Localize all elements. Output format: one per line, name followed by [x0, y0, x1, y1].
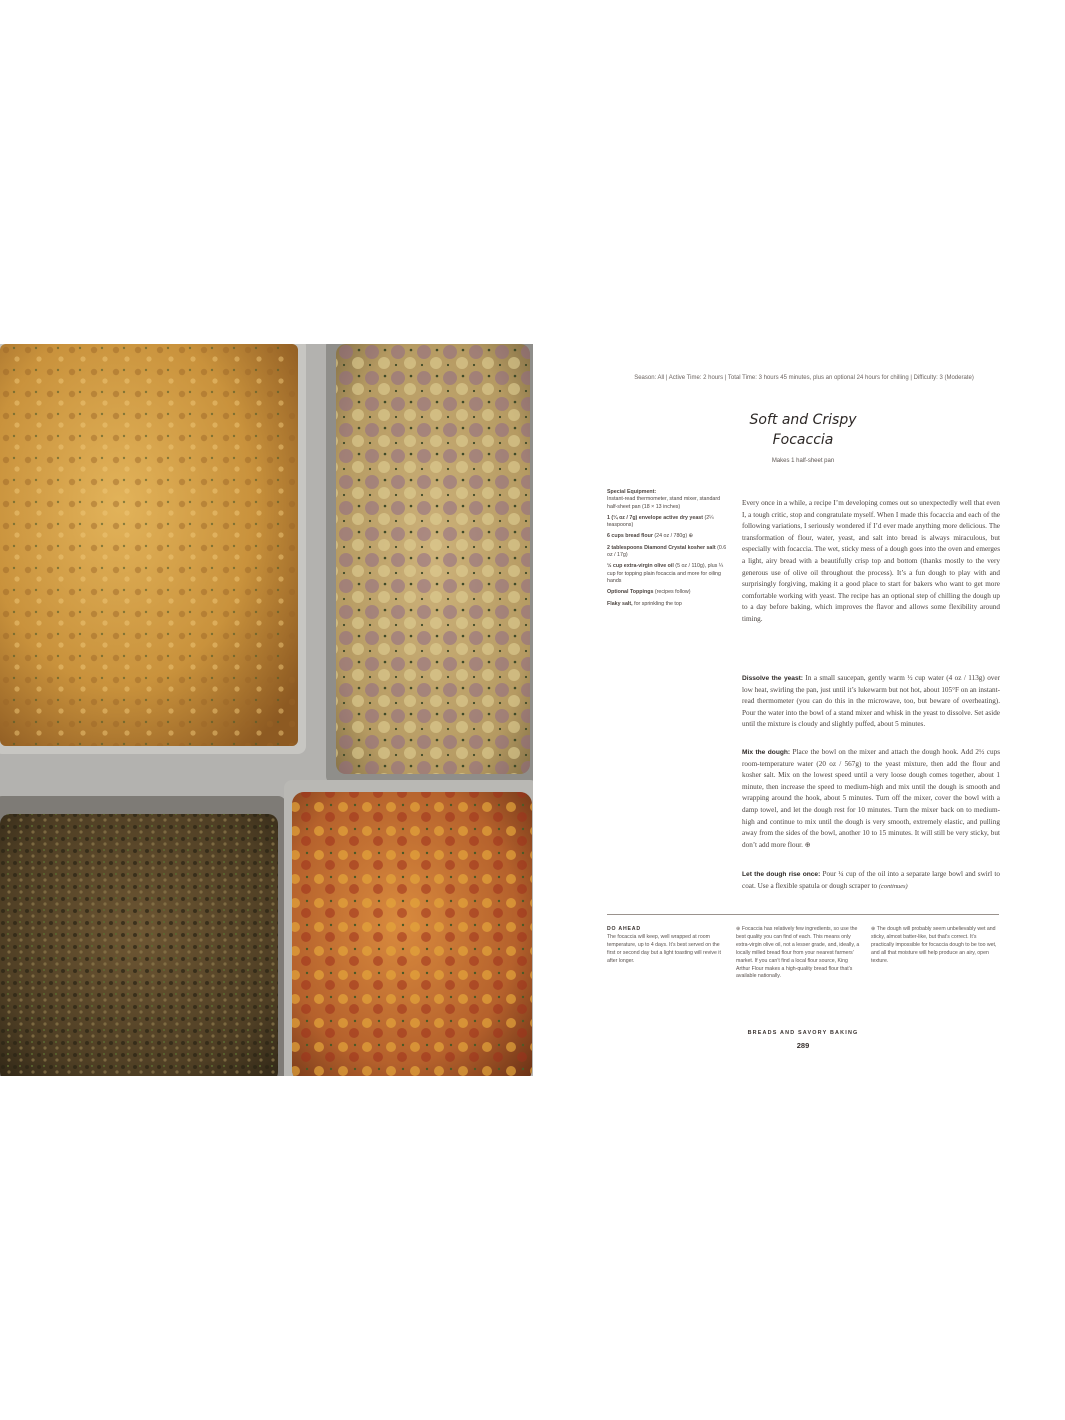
- ingredient-item: [607, 515, 729, 530]
- step-dissolve-yeast: [742, 673, 1000, 731]
- recipe-title: [673, 410, 933, 450]
- footnote-symbol: ⊕: [871, 926, 876, 932]
- step-text: Pour ¼ cup of the oil into a separate large bowl and swirl to coat. Use a flexible spatula or dough scraper to: [742, 870, 1000, 890]
- step-label: Let the dough rise once:: [742, 871, 821, 878]
- do-ahead-note: [607, 926, 725, 966]
- footnote-dough: [871, 926, 997, 966]
- ingredient-detail: (2¼ teaspoons): [607, 514, 714, 529]
- recipe-yield: Makes 1 half-sheet pan: [771, 458, 835, 464]
- focaccia-trays-illustration: [0, 344, 533, 1076]
- step-label: Mix the dough:: [742, 749, 791, 756]
- equipment-heading: Special Equipment:: [607, 489, 657, 495]
- ingredient-item: [607, 601, 729, 608]
- footnote-flour: [736, 926, 860, 981]
- step-text: Place the bowl on the mixer and attach the dough hook. Add 2½ cups room-temperature water (20 oz / 567g) to the yeast mixture, then add the flour and kosher salt. Mix on the lowest speed until a very loose dough comes together, about 1 minute, then increase the speed to medium-high and mix until the dough is smooth and wrapping around the hook, about 5 minutes. Turn off the mixer, cover the bowl with a damp towel, and let the dough rest for 10 minutes. Turn the mixer back on to medium-high and continue to mix until the dough is very smooth, extremely elastic, and pulling away from the sides of the bowl, another 10 to 15 minutes. It will still be very sticky, but don’t add more flour. ⊕: [742, 748, 1000, 849]
- ingredient-name: 6 cups bread flour: [607, 533, 653, 540]
- notes-divider: [607, 914, 999, 915]
- do-ahead-text: The focaccia will keep, well wrapped at room temperature, up to 4 days. It’s best served on the first or second day but a light toasting will revive it after longer.: [607, 933, 721, 964]
- step-text: In a small saucepan, gently warm ½ cup water (4 oz / 113g) over low heat, swirling the pan, just until it’s lukewarm but not hot, about 105°F on an instant-read thermometer (you can do this in the microwave, too, but beware of overheating). Pour the water into the bowl of a stand mixer and whisk in the yeast to dissolve. Set aside until the mixture is cloudy and slightly puffed, about 5 minutes.: [742, 674, 1000, 729]
- section-label: BREADS AND SAVORY BAKING: [747, 1030, 859, 1036]
- do-ahead-heading: DO AHEAD: [607, 926, 641, 932]
- footnote-text: Focaccia has relatively few ingredients, so use the best quality you can find of each. This means only extra-virgin olive oil, not a lesser grade, and, ideally, a locally milled bread flour from your nearest farmers’ market. If you can’t find a local flour source, King Arthur Flour makes a high-quality bread flour that’s available nationally.: [736, 926, 860, 980]
- ingredient-name: Flaky salt,: [607, 600, 633, 607]
- ingredient-detail: (0.6 oz / 17g): [607, 544, 727, 559]
- ingredient-list: [607, 489, 729, 608]
- ingredient-item: [607, 533, 729, 540]
- step-label: Dissolve the yeast:: [742, 675, 803, 682]
- footnote-symbol: ⊕: [736, 926, 741, 932]
- ingredient-item: [607, 589, 729, 596]
- ingredient-detail: (5 oz / 110g), plus ¼ cup for topping plain focaccia and more for oiling hands: [607, 563, 724, 584]
- ingredient-detail: (24 oz / 780g) ⊕: [652, 533, 693, 540]
- ingredient-name: 1 (¼ oz / 7g) envelope active dry yeast: [607, 514, 703, 521]
- recipe-meta: Season: All | Active Time: 2 hours | Total Time: 3 hours 45 minutes, plus an optional 24 hours for chilling | Difficulty: 3 (Moderate): [634, 375, 974, 381]
- page-number: 289: [796, 1041, 810, 1050]
- equipment-text: Instant-read thermometer, stand mixer, standard half-sheet pan (18 × 13 inches): [607, 496, 721, 510]
- ingredient-detail: (recipes follow): [653, 589, 691, 596]
- ingredient-name: ½ cup extra-virgin olive oil: [607, 563, 674, 570]
- ingredient-name: 2 tablespoons Diamond Crystal kosher salt: [607, 544, 716, 551]
- continues-label: (continues): [878, 882, 908, 890]
- ingredient-item: [607, 563, 729, 585]
- step-first-rise: [742, 869, 1000, 892]
- ingredient-item: [607, 545, 729, 560]
- title-line-1: Soft and Crispy: [749, 412, 857, 428]
- ingredient-name: Optional Toppings: [607, 589, 654, 596]
- title-line-2: Focaccia: [772, 432, 834, 448]
- ingredient-detail: for sprinkling the top: [632, 600, 682, 607]
- book-spread: [0, 344, 1065, 1076]
- footnote-text: The dough will probably seem unbelievably wet and sticky, almost batter-like, but that’s correct. It’s practically impossible for focaccia dough to be too wet, and all that moisture will help produce an airy, open texture.: [871, 926, 997, 964]
- focaccia-photo: [0, 344, 533, 1076]
- recipe-intro: Every once in a while, a recipe I’m developing comes out so unexpectedly well that even I, a tough critic, stop and congratulate myself. When I made this focaccia and each of the following variations, I seriously wondered if I’d ever made anything more delicious. The transformation of flour, water, yeast, and salt into bread is always miraculous, but especially with focaccia. The wet, sticky mess of a dough goes into the oven and emerges a light, airy bread with a beautifully crisp top and bottom (thanks mostly to the very generous use of olive oil throughout the process). It’s a fun dough to play with and surprisingly forgiving, making it a good place to start for bakers who want to get more comfortable working with yeast. The recipe has an optional step of chilling the dough up to a day before baking, which improves the flavor and allows some flexibility around timing.: [742, 499, 1000, 623]
- step-mix-dough: [742, 747, 1000, 851]
- recipe-page: [533, 344, 1065, 1076]
